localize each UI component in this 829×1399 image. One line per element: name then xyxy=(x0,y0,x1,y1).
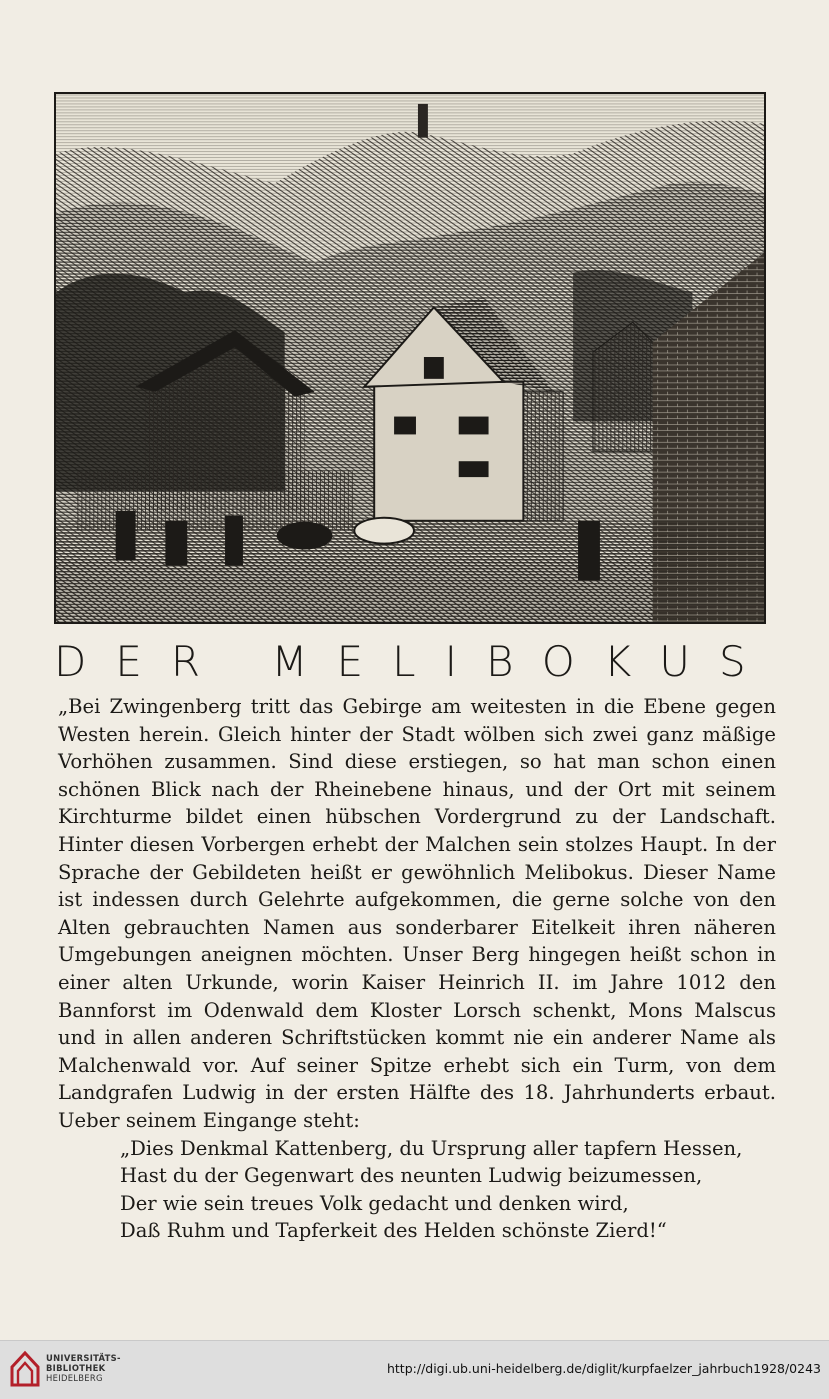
inscription-verse xyxy=(120,1135,776,1245)
library-name-line: HEIDELBERG xyxy=(46,1373,103,1383)
verse-line: Der wie sein treues Volk gedacht und denken wird, xyxy=(120,1191,629,1215)
library-logo-icon[interactable] xyxy=(10,1349,40,1389)
viewer-footer xyxy=(0,1340,829,1399)
article-body xyxy=(58,693,776,1245)
library-name-line: UNIVERSITÄTS- xyxy=(46,1353,121,1363)
village-engraving xyxy=(56,94,764,622)
library-name-line: BIBLIOTHEK xyxy=(46,1363,106,1373)
body-paragraph: „Bei Zwingenberg tritt das Gebirge am weitesten in die Ebene gegen Westen herein. Gleich hinter der Stadt wölben sich zwei ganz mäßige Vorhöhen zusammen. Sind diese erstiegen, so hat man schon einen schönen Blick nach der Rheinebene hinaus, und der Ort mit seinem Kirchturme bildet einen hübschen Vordergrund zu der Landschaft. Hinter diesen Vorbergen erhebt der Malchen sein stolzes Haupt. In der Sprache der Gebildeten heißt er gewöhnlich Melibokus. Dieser Name ist indessen durch Gelehrte aufgekommen, die gerne solche von den Alten gebrauchten Namen aus sonderbarer Eitelkeit ihren näheren Umgebungen aneignen möchten. Unser Berg hingegen heißt schon in einer alten Urkunde, worin Kaiser Heinrich II. im Jahre 1012 den Bannforst im Odenwald dem Kloster Lorsch schenkt, Mons Malscus und in allen anderen Schriftstücken kommt nie ein anderer Name als Malchenwald vor. Auf seiner Spitze erhebt sich ein Turm, von dem Landgrafen Ludwig in der ersten Hälfte des 18. Jahrhunderts erbaut. Ueber seinem Eingange steht: xyxy=(58,695,776,1132)
engraving-illustration xyxy=(54,92,766,624)
verse-line: Hast du der Gegenwart des neunten Ludwig beizumessen, xyxy=(120,1164,703,1188)
page-title: DER MELIBOKUS xyxy=(54,637,775,686)
source-url-link[interactable]: http://digi.ub.uni-heidelberg.de/diglit/kurpfaelzer_jahrbuch1928/0243 xyxy=(386,1361,821,1376)
verse-line: „Dies Denkmal Kattenberg, du Ursprung aller tapfern Hessen, xyxy=(120,1136,743,1160)
library-name[interactable] xyxy=(46,1353,121,1383)
verse-line: Daß Ruhm und Tapferkeit des Helden schönste Zierd!“ xyxy=(120,1219,667,1243)
